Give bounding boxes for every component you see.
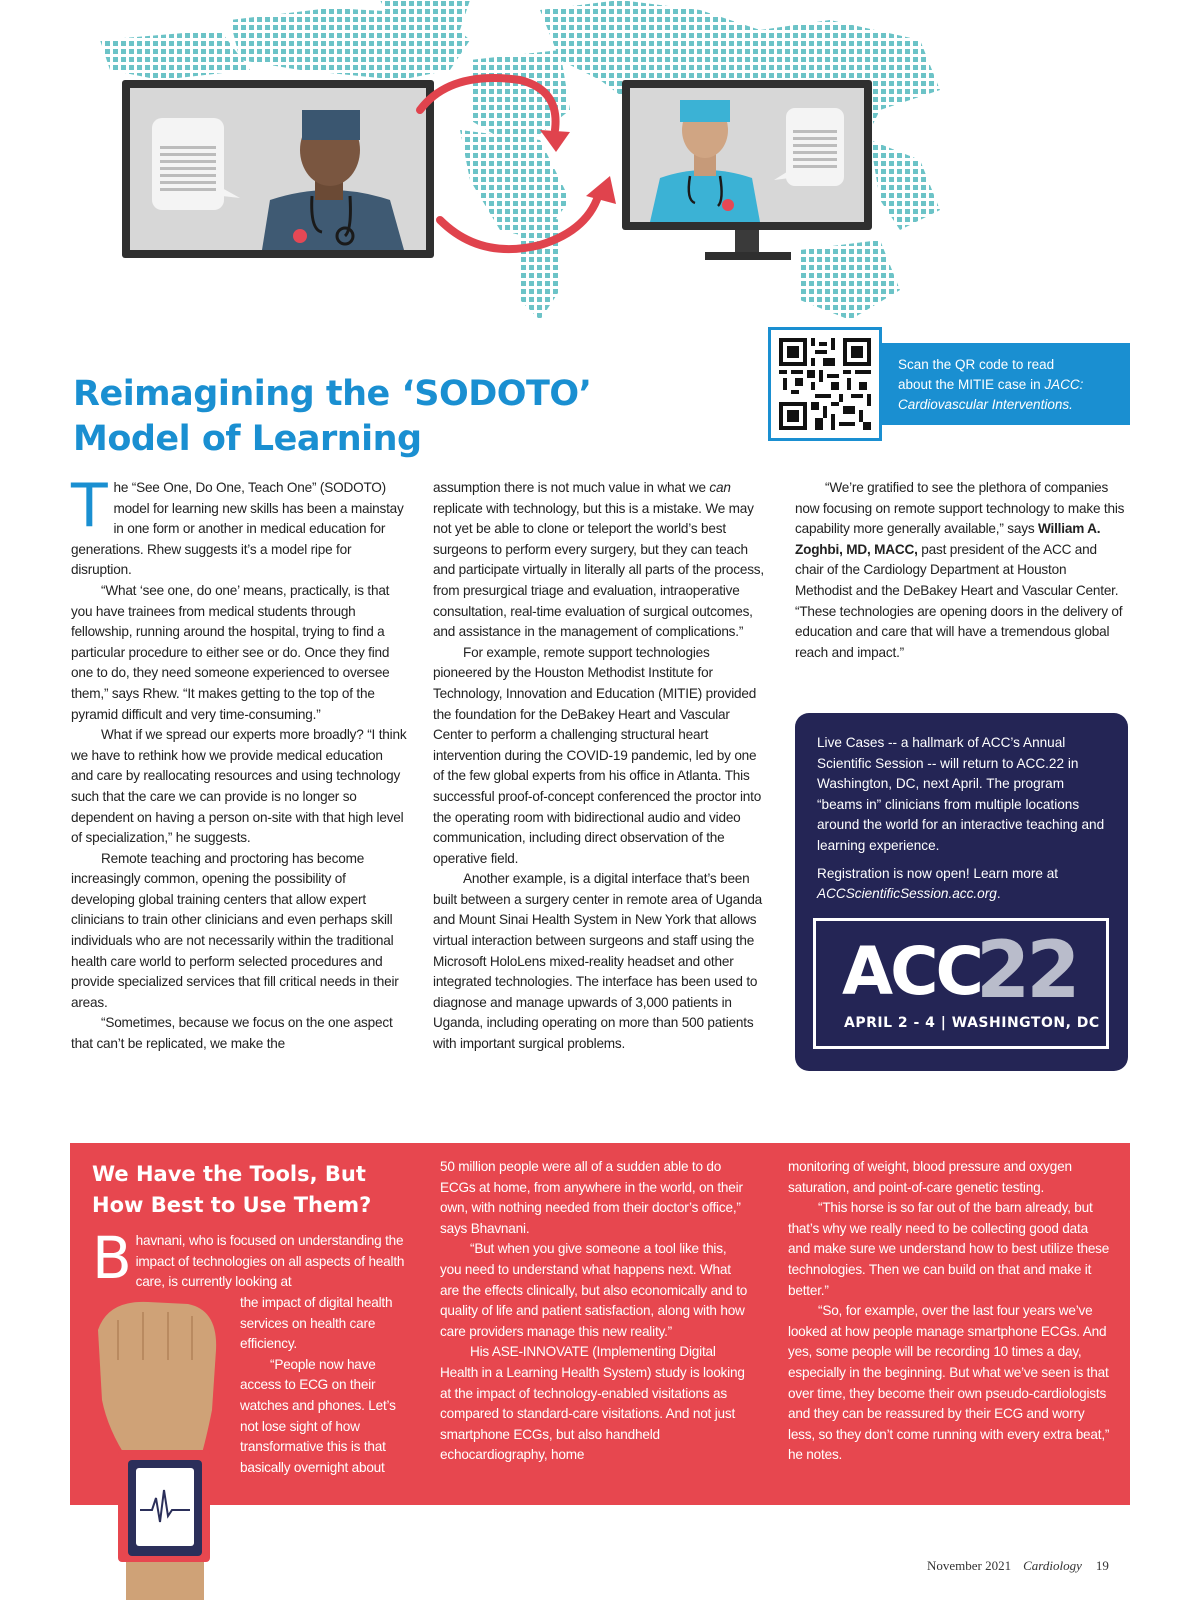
paragraph: “People now have access to ECG on their watches and phones. Let’s not lose sight of how transformative this is that basically overnight about bbox=[240, 1356, 396, 1475]
acc-promo-text bbox=[817, 733, 1107, 905]
article-column-2 bbox=[433, 478, 769, 1055]
sidebar-title: We Have the Tools, But How Best to Use Them? bbox=[92, 1162, 372, 1217]
paragraph: monitoring of weight, blood pressure and oxygen saturation, and point-of-care genetic testing. bbox=[788, 1159, 1072, 1195]
drop-cap: B bbox=[92, 1224, 132, 1292]
article-title bbox=[73, 372, 693, 462]
acc-logo-word: ACC bbox=[842, 933, 981, 1010]
title-line-2: Model of Learning bbox=[73, 419, 422, 459]
qr-code-icon bbox=[779, 338, 871, 430]
article-column-1 bbox=[71, 471, 407, 1055]
acc-logo-date: APRIL 2 - 4 | WASHINGTON, DC bbox=[844, 1015, 1100, 1031]
qr-code-card[interactable] bbox=[768, 327, 882, 441]
article-column-3 bbox=[795, 478, 1125, 663]
paragraph: “So, for example, over the last four years we’ve looked at how people manage smartphone ECGs. And yes, some people will be recording 10 times a day, especially in the beginning. But what we’ve seen is that over time, they become their own pseudo-cardiologists and they can be reassured by their ECG and worry less, so they don’t come running with every extra beat,” he notes. bbox=[788, 1303, 1110, 1463]
paragraph: 50 million people were all of a sudden able to do ECGs at home, from anywhere in the world, on their own, with nothing needed from their doctor’s office,” says Bhavnani. bbox=[440, 1159, 743, 1236]
paragraph: assumption there is not much value in what we can replicate with technology, but this is a mistake. We may not yet be able to clone or teleport the world’s best surgeons to perform every surgery, but they can teach and participate virtually in literally all parts of the process, from presurgical triage and evaluation, intraoperative consultation, real-time evaluation of surgical outcomes, and assistance in the management of complications.” bbox=[433, 480, 764, 640]
sidebar-column-1-top bbox=[92, 1224, 410, 1293]
acc-promo-registration: Registration is now open! Learn more at ACCScientificSession.acc.org. bbox=[817, 865, 1059, 902]
folio-magazine: Cardiology bbox=[1023, 1558, 1082, 1573]
qr-caption-line2: about the MITIE case in bbox=[898, 377, 1045, 392]
paragraph: For example, remote support technologies pioneered by the Houston Methodist Institute for Technology, Innovation and Education (MITIE) provided the foundation for the DeBakey Heart and Vascular Center to perform a challenging structural heart intervention during the COVID-19 pandemic, led by one of the few global experts from his office in Atlanta. This successful proof-of-concept conferenced the proctor into the operating room with bidirectional audio and video communication, including direct observation of the operative field. bbox=[433, 644, 762, 866]
page-folio bbox=[927, 1558, 1109, 1574]
paragraph: “But when you give someone a tool like this, you need to understand what happens next. What are the effects clinically, but also economically and to quality of life and patient satisfaction, along with how care providers manage this new reality.” bbox=[440, 1241, 748, 1339]
paragraph: His ASE-INNOVATE (Implementing Digital Health in a Learning Health System) study is looking at the impact of technology-enabled visitations as compared to standard-care visitations. And not just smartphone ECGs, but also handheld echocardiography, home bbox=[440, 1344, 745, 1463]
title-line-1: Reimagining the ‘SODOTO’ bbox=[73, 374, 592, 414]
acc-site-link[interactable]: ACCScientificSession.acc.org bbox=[817, 886, 997, 902]
acc-logo-number: 22 bbox=[976, 926, 1077, 1016]
paragraph: What if we spread our experts more broadly? “I think we have to rethink how we provide medical education and care by reallocating resources and using technology such that the care we can provide is no longer so dependent on having a person on-site with that high level of specialization,” he suggests. bbox=[71, 727, 407, 846]
acc-promo-paragraph: Live Cases -- a hallmark of ACC’s Annual Scientific Session -- will return to ACC.22 in Washington, DC, next April. The program “beams in” clinicians from multiple locations around the world for an interactive teaching and learning experience. bbox=[817, 735, 1105, 853]
sidebar-box bbox=[70, 1143, 1130, 1505]
sidebar-column-3 bbox=[788, 1157, 1113, 1466]
paragraph: “What ‘see one, do one’ means, practically, is that you have trainees from medical students through fellowship, running around the hospital, trying to find a particular procedure to either see or do. Once they find one to do, they need someone experienced to oversee them,” says Rhew. “It makes getting to the top of the pyramid difficult and very time-consuming.” bbox=[71, 582, 390, 722]
smartwatch-wrist-illustration bbox=[88, 1290, 228, 1600]
paragraph: The “See One, Do One, Teach One” (SODOTO) model for learning new skills has been a mainstay in one form or another in medical education for generations. Rhew suggests it’s a model ripe for disruption. bbox=[71, 471, 404, 578]
qr-caption-line1: Scan the QR code to read bbox=[898, 357, 1055, 372]
qr-caption-journal: JACC: Cardiovascular Interventions. bbox=[898, 377, 1084, 412]
paragraph: “This horse is so far out of the barn already, but that’s why we really need to be collecting good data and make sure we understand how to best utilize these technologies. Then we can build on that and make it better.” bbox=[788, 1200, 1110, 1298]
sidebar-column-2 bbox=[440, 1157, 750, 1466]
hero-illustration bbox=[0, 0, 1200, 340]
qr-caption bbox=[882, 343, 1130, 425]
acc-promo-box bbox=[795, 713, 1128, 1071]
right-monitor bbox=[622, 80, 872, 260]
folio-page-number: 19 bbox=[1095, 1558, 1109, 1573]
paragraph: “We’re gratified to see the plethora of companies now focusing on remote support technology to make this capability more generally available,” says William A. Zoghbi, MD, MACC, past president of the ACC and chair of the Cardiology Department at Houston Methodist and the DeBakey Heart and Vascular Center. “These technologies are opening doors in the delivery of education and care that will have a tremendous global reach and impact.” bbox=[795, 480, 1125, 660]
paragraph: the impact of digital health services on health care efficiency. bbox=[240, 1295, 393, 1352]
acc22-logo bbox=[813, 918, 1109, 1049]
sidebar-column-1-bottom bbox=[240, 1293, 412, 1478]
paragraph: Bhavnani, who is focused on understanding the impact of technologies on all aspects of health care, is currently looking at bbox=[92, 1224, 405, 1292]
paragraph: Another example, is a digital interface that’s been built between a surgery center in remote area of Uganda and Mount Sinai Health System in New York that allows virtual interaction between surgeons and staff using the Microsoft HoloLens mixed-reality headset and other integrated technologies. The interface has been used to diagnose and manage upwards of 3,000 patients in Uganda, including operating on more than 500 patients with important surgical problems. bbox=[433, 871, 763, 1052]
drop-cap: T bbox=[71, 471, 108, 541]
folio-date: November 2021 bbox=[927, 1558, 1012, 1573]
speaker-name: William A. Zoghbi, MD, MACC, bbox=[795, 521, 1101, 557]
paragraph: Remote teaching and proctoring has become increasingly common, opening the possibility of developing global training centers that allow expert clinicians to train other clinicians and even perhaps skill individuals who are not necessarily within the traditional health care world to perform selected procedures and provide specialized services that fill critical needs in their areas. bbox=[71, 850, 399, 1010]
paragraph: “Sometimes, because we focus on the one aspect that can’t be replicated, we make the bbox=[71, 1015, 393, 1052]
left-monitor bbox=[122, 80, 434, 258]
